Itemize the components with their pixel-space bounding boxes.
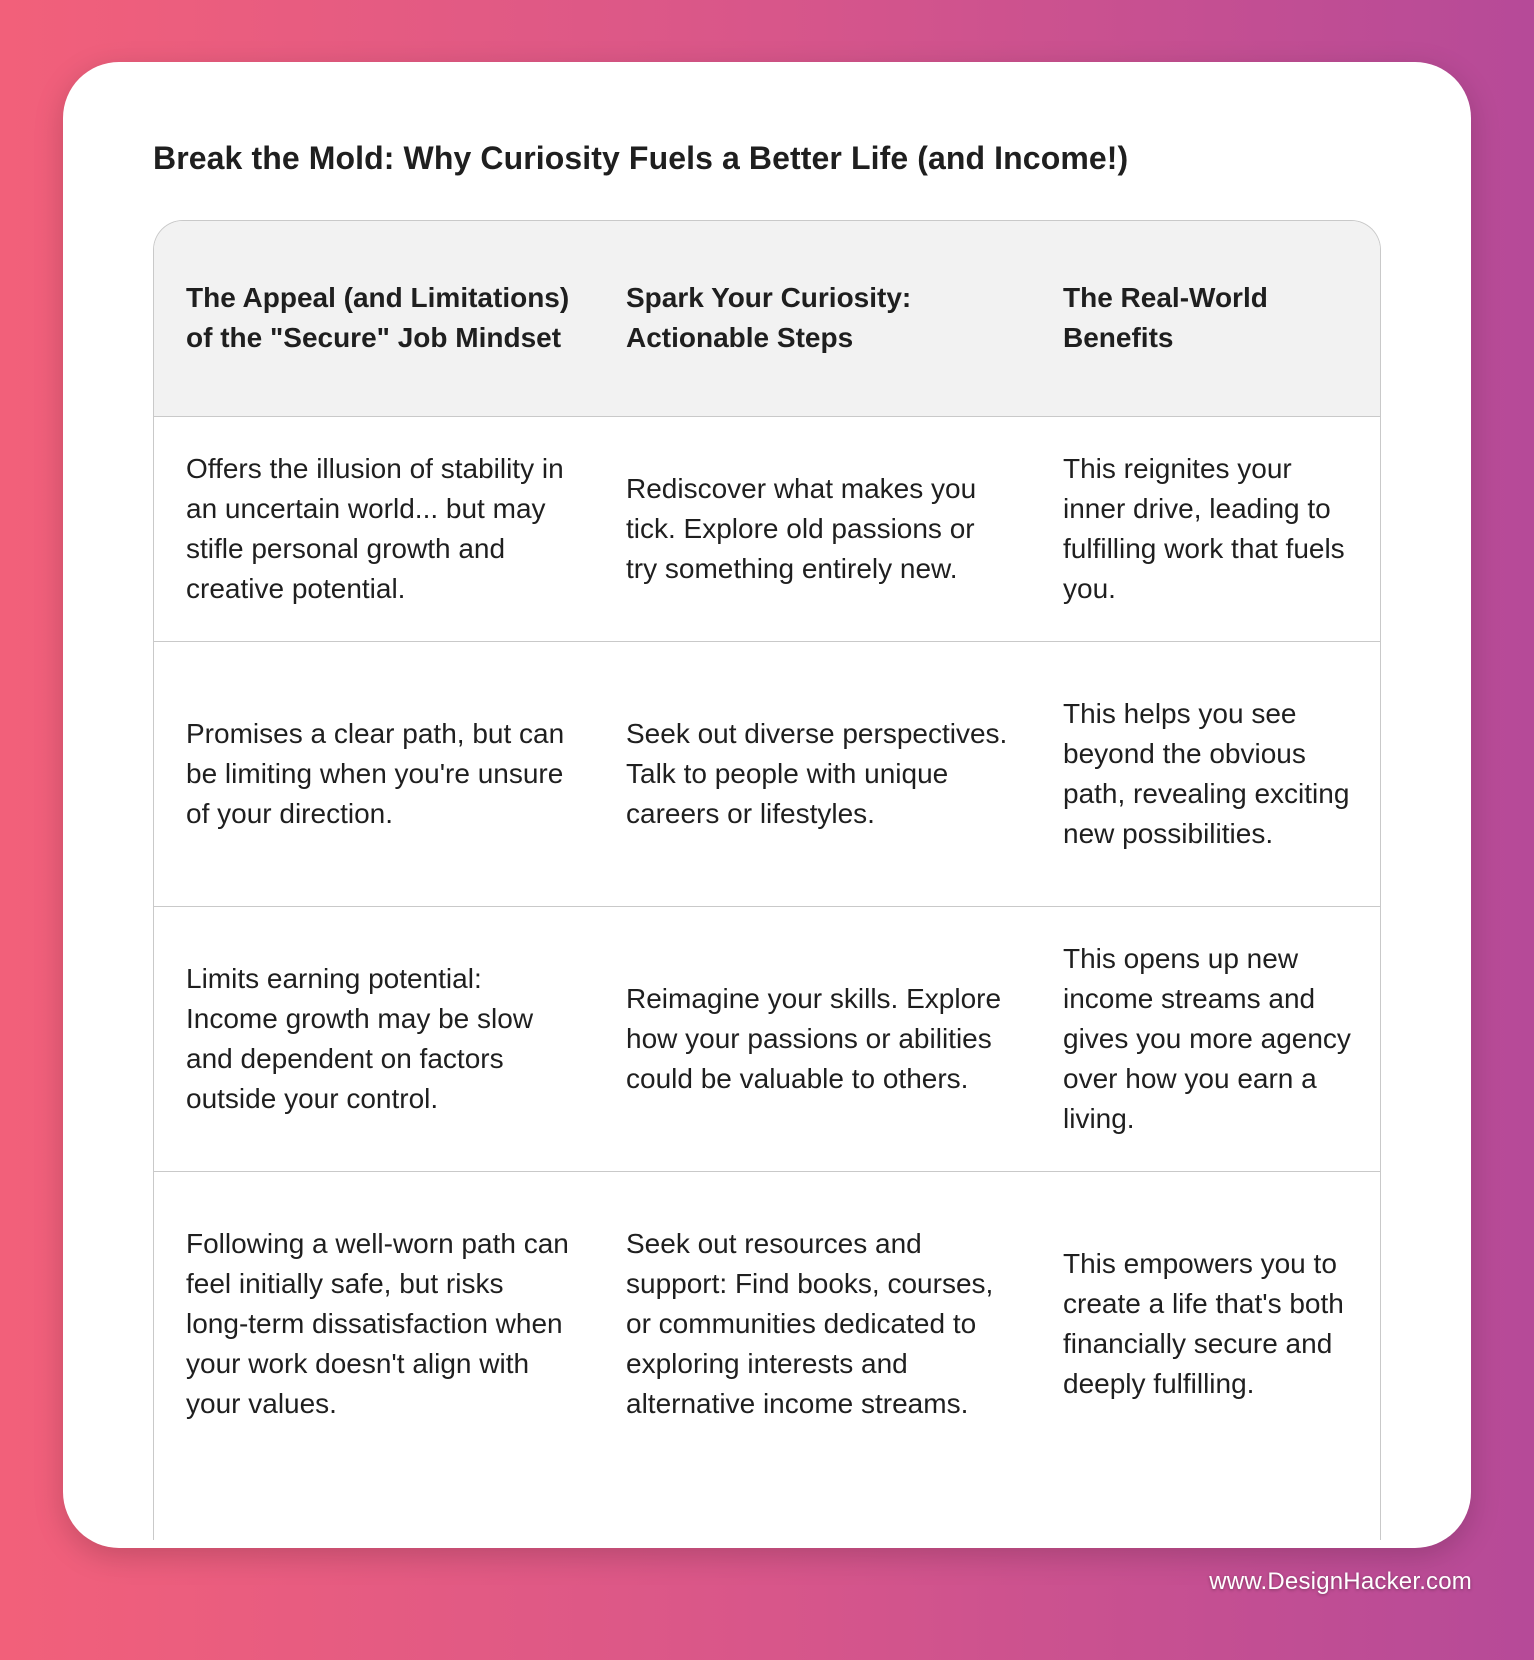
table-cell: This reignites your inner drive, leading to fulfilling work that fuels you. [1031,416,1381,641]
table-cell: This helps you see beyond the obvious path, revealing exciting new possibilities. [1031,641,1381,906]
column-header-actionable-steps: Spark Your Curiosity: Actionable Steps [594,221,1031,416]
table-cell: Following a well-worn path can feel initially safe, but risks long-term dissatisfaction when your work doesn't align with your values. [186,1227,569,1419]
table-row [154,641,1381,906]
table-cell: Seek out resources and support: Find books, courses, or communities dedicated to exploring interests and alternative income streams. [626,1227,994,1419]
content-card [63,62,1471,1548]
table-body [154,416,1381,1476]
table-cell: Limits earning potential: Income growth may be slow and dependent on factors outside your control. [154,906,594,1171]
page-title: Break the Mold: Why Curiosity Fuels a Better Life (and Income!) [153,140,1129,176]
table-row [154,906,1381,1171]
table-cell: This opens up new income streams and gives you more agency over how you earn a living. [1031,906,1381,1171]
table-row [154,1171,1381,1476]
table-cell: Rediscover what makes you tick. Explore old passions or try something entirely new. [594,416,1031,641]
table-cell: Reimagine your skills. Explore how your passions or abilities could be valuable to others. [594,906,1031,1171]
table-cell: Offers the illusion of stability in an uncertain world... but may stifle personal growth and creative potential. [154,416,594,641]
comparison-table-container[interactable] [153,220,1381,1540]
comparison-table [154,221,1381,1476]
table-row [154,416,1381,641]
table-header-row [154,221,1381,416]
table-cell: Promises a clear path, but can be limiting when you're unsure of your direction. [154,641,594,906]
table-cell: This empowers you to create a life that's both financially secure and deeply fulfilling. [1063,1247,1344,1399]
table-cell: Seek out diverse perspectives. Talk to people with unique careers or lifestyles. [594,641,1031,906]
column-header-secure-job-mindset: The Appeal (and Limitations) of the "Secure" Job Mindset [154,221,594,416]
table-header [154,221,1381,416]
column-header-real-world-benefits: The Real-World Benefits [1031,221,1381,416]
watermark-text: www.DesignHacker.com [1209,1568,1472,1595]
